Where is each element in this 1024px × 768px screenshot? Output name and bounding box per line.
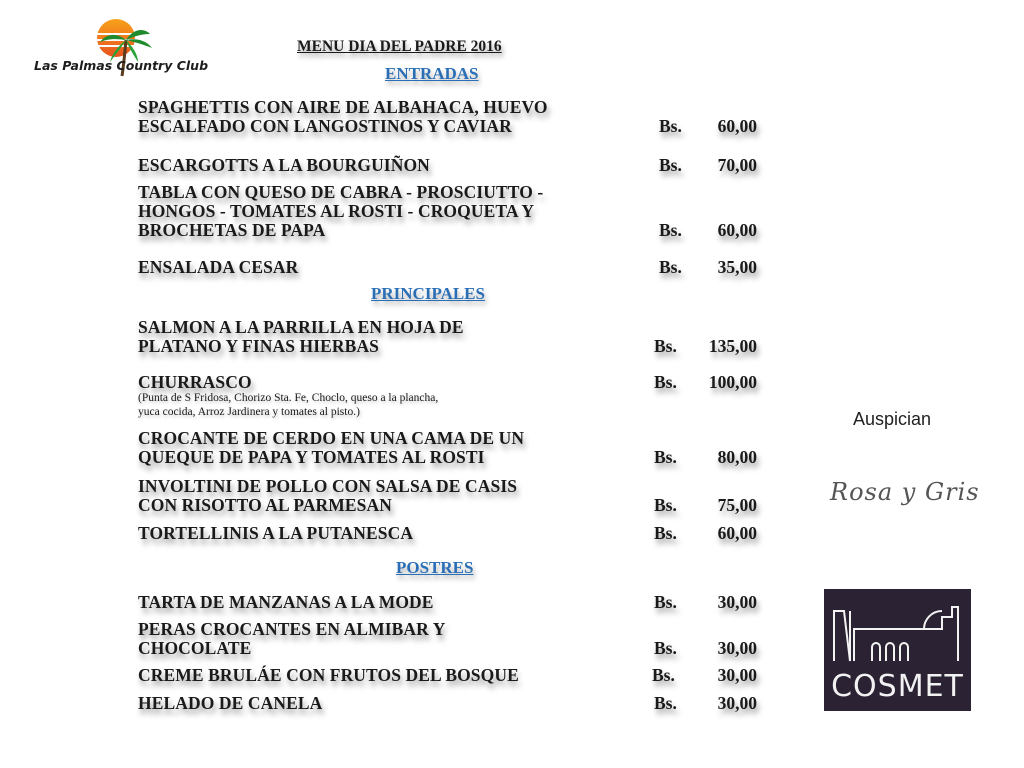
currency-label: Bs. xyxy=(654,693,677,713)
menu-item-line: PLATANO Y FINAS HIERBAS xyxy=(138,336,380,356)
menu-item-price xyxy=(659,258,757,276)
menu-item-line: BROCHETAS DE PAPA xyxy=(138,220,326,240)
menu-item-price xyxy=(659,156,757,174)
section-entradas: ENTRADAS xyxy=(385,64,479,83)
price-amount: 30,00 xyxy=(717,665,757,685)
menu-item-price xyxy=(654,524,757,542)
menu-item-line: ENSALADA CESAR xyxy=(138,257,299,277)
menu-item-line: HONGOS - TOMATES AL ROSTI - CROQUETA Y xyxy=(138,201,535,221)
price-amount: 60,00 xyxy=(717,220,757,240)
section-postres: POSTRES xyxy=(396,558,474,577)
menu-item-price xyxy=(652,666,757,684)
price-amount: 35,00 xyxy=(717,257,757,277)
menu-item-price xyxy=(659,221,757,239)
currency-label: Bs. xyxy=(652,665,675,685)
menu-item-line: CON RISOTTO AL PARMESAN xyxy=(138,495,392,515)
price-amount: 60,00 xyxy=(717,523,757,543)
currency-label: Bs. xyxy=(659,257,682,277)
currency-label: Bs. xyxy=(659,220,682,240)
menu-item-line: TORTELLINIS A LA PUTANESCA xyxy=(138,523,414,543)
price-amount: 100,00 xyxy=(708,372,757,392)
menu-item-line: ESCARGOTTS A LA BOURGUIÑON xyxy=(138,155,430,175)
menu-item-price xyxy=(654,694,757,712)
price-amount: 30,00 xyxy=(717,693,757,713)
menu-item-line: QUEQUE DE PAPA Y TOMATES AL ROSTI xyxy=(138,447,485,467)
price-amount: 30,00 xyxy=(717,638,757,658)
currency-label: Bs. xyxy=(654,447,677,467)
menu-item-line: CHOCOLATE xyxy=(138,638,252,658)
price-amount: 60,00 xyxy=(717,116,757,136)
currency-label: Bs. xyxy=(654,495,677,515)
section-principales: PRINCIPALES xyxy=(371,284,485,303)
cosmet-name: COSMET xyxy=(831,669,964,704)
club-logo xyxy=(30,18,220,84)
price-amount: 135,00 xyxy=(708,336,757,356)
menu-item-price xyxy=(654,496,757,514)
menu-item-note: (Punta de S Fridosa, Chorizo Sta. Fe, Choclo, queso a la plancha, xyxy=(138,392,439,404)
menu-item-line: TABLA CON QUESO DE CABRA - PROSCIUTTO - xyxy=(138,182,544,202)
price-amount: 70,00 xyxy=(717,155,757,175)
price-amount: 30,00 xyxy=(717,592,757,612)
menu-item-line: SPAGHETTIS CON AIRE DE ALBAHACA, HUEVO xyxy=(138,97,548,117)
menu-item-line: TARTA DE MANZANAS A LA MODE xyxy=(138,592,434,612)
currency-label: Bs. xyxy=(654,592,677,612)
menu-item-price xyxy=(654,337,757,355)
menu-item-price xyxy=(654,373,757,391)
price-amount: 75,00 xyxy=(717,495,757,515)
menu-item-line: CREME BRULÁE CON FRUTOS DEL BOSQUE xyxy=(138,665,519,685)
currency-label: Bs. xyxy=(659,155,682,175)
currency-label: Bs. xyxy=(654,336,677,356)
menu-item-line: ESCALFADO CON LANGOSTINOS Y CAVIAR xyxy=(138,116,512,136)
menu-item-line: CHURRASCO xyxy=(138,372,252,392)
cosmet-logo xyxy=(824,589,971,711)
sponsors-label: Auspician xyxy=(853,409,932,429)
menu-item-line: SALMON A LA PARRILLA EN HOJA DE xyxy=(138,317,464,337)
currency-label: Bs. xyxy=(654,638,677,658)
menu-item-line: PERAS CROCANTES EN ALMIBAR Y xyxy=(138,619,446,639)
currency-label: Bs. xyxy=(659,116,682,136)
club-name: Las Palmas Country Club xyxy=(34,58,209,73)
menu-item-price xyxy=(654,639,757,657)
menu-item-price xyxy=(654,593,757,611)
price-amount: 80,00 xyxy=(717,447,757,467)
currency-label: Bs. xyxy=(654,372,677,392)
menu-item-price xyxy=(659,117,757,135)
currency-label: Bs. xyxy=(654,523,677,543)
menu-item-line: HELADO DE CANELA xyxy=(138,693,323,713)
menu-item-line: CROCANTE DE CERDO EN UNA CAMA DE UN xyxy=(138,428,525,448)
menu-item-line: INVOLTINI DE POLLO CON SALSA DE CASIS xyxy=(138,476,518,496)
rosa-y-gris-logo: Rosa y Gris xyxy=(830,478,980,506)
building-icon xyxy=(824,589,971,669)
menu-title: MENU DIA DEL PADRE 2016 xyxy=(297,38,502,55)
menu-item-price xyxy=(654,448,757,466)
menu-item-note: yuca cocida, Arroz Jardinera y tomates al pisto.) xyxy=(138,406,360,418)
